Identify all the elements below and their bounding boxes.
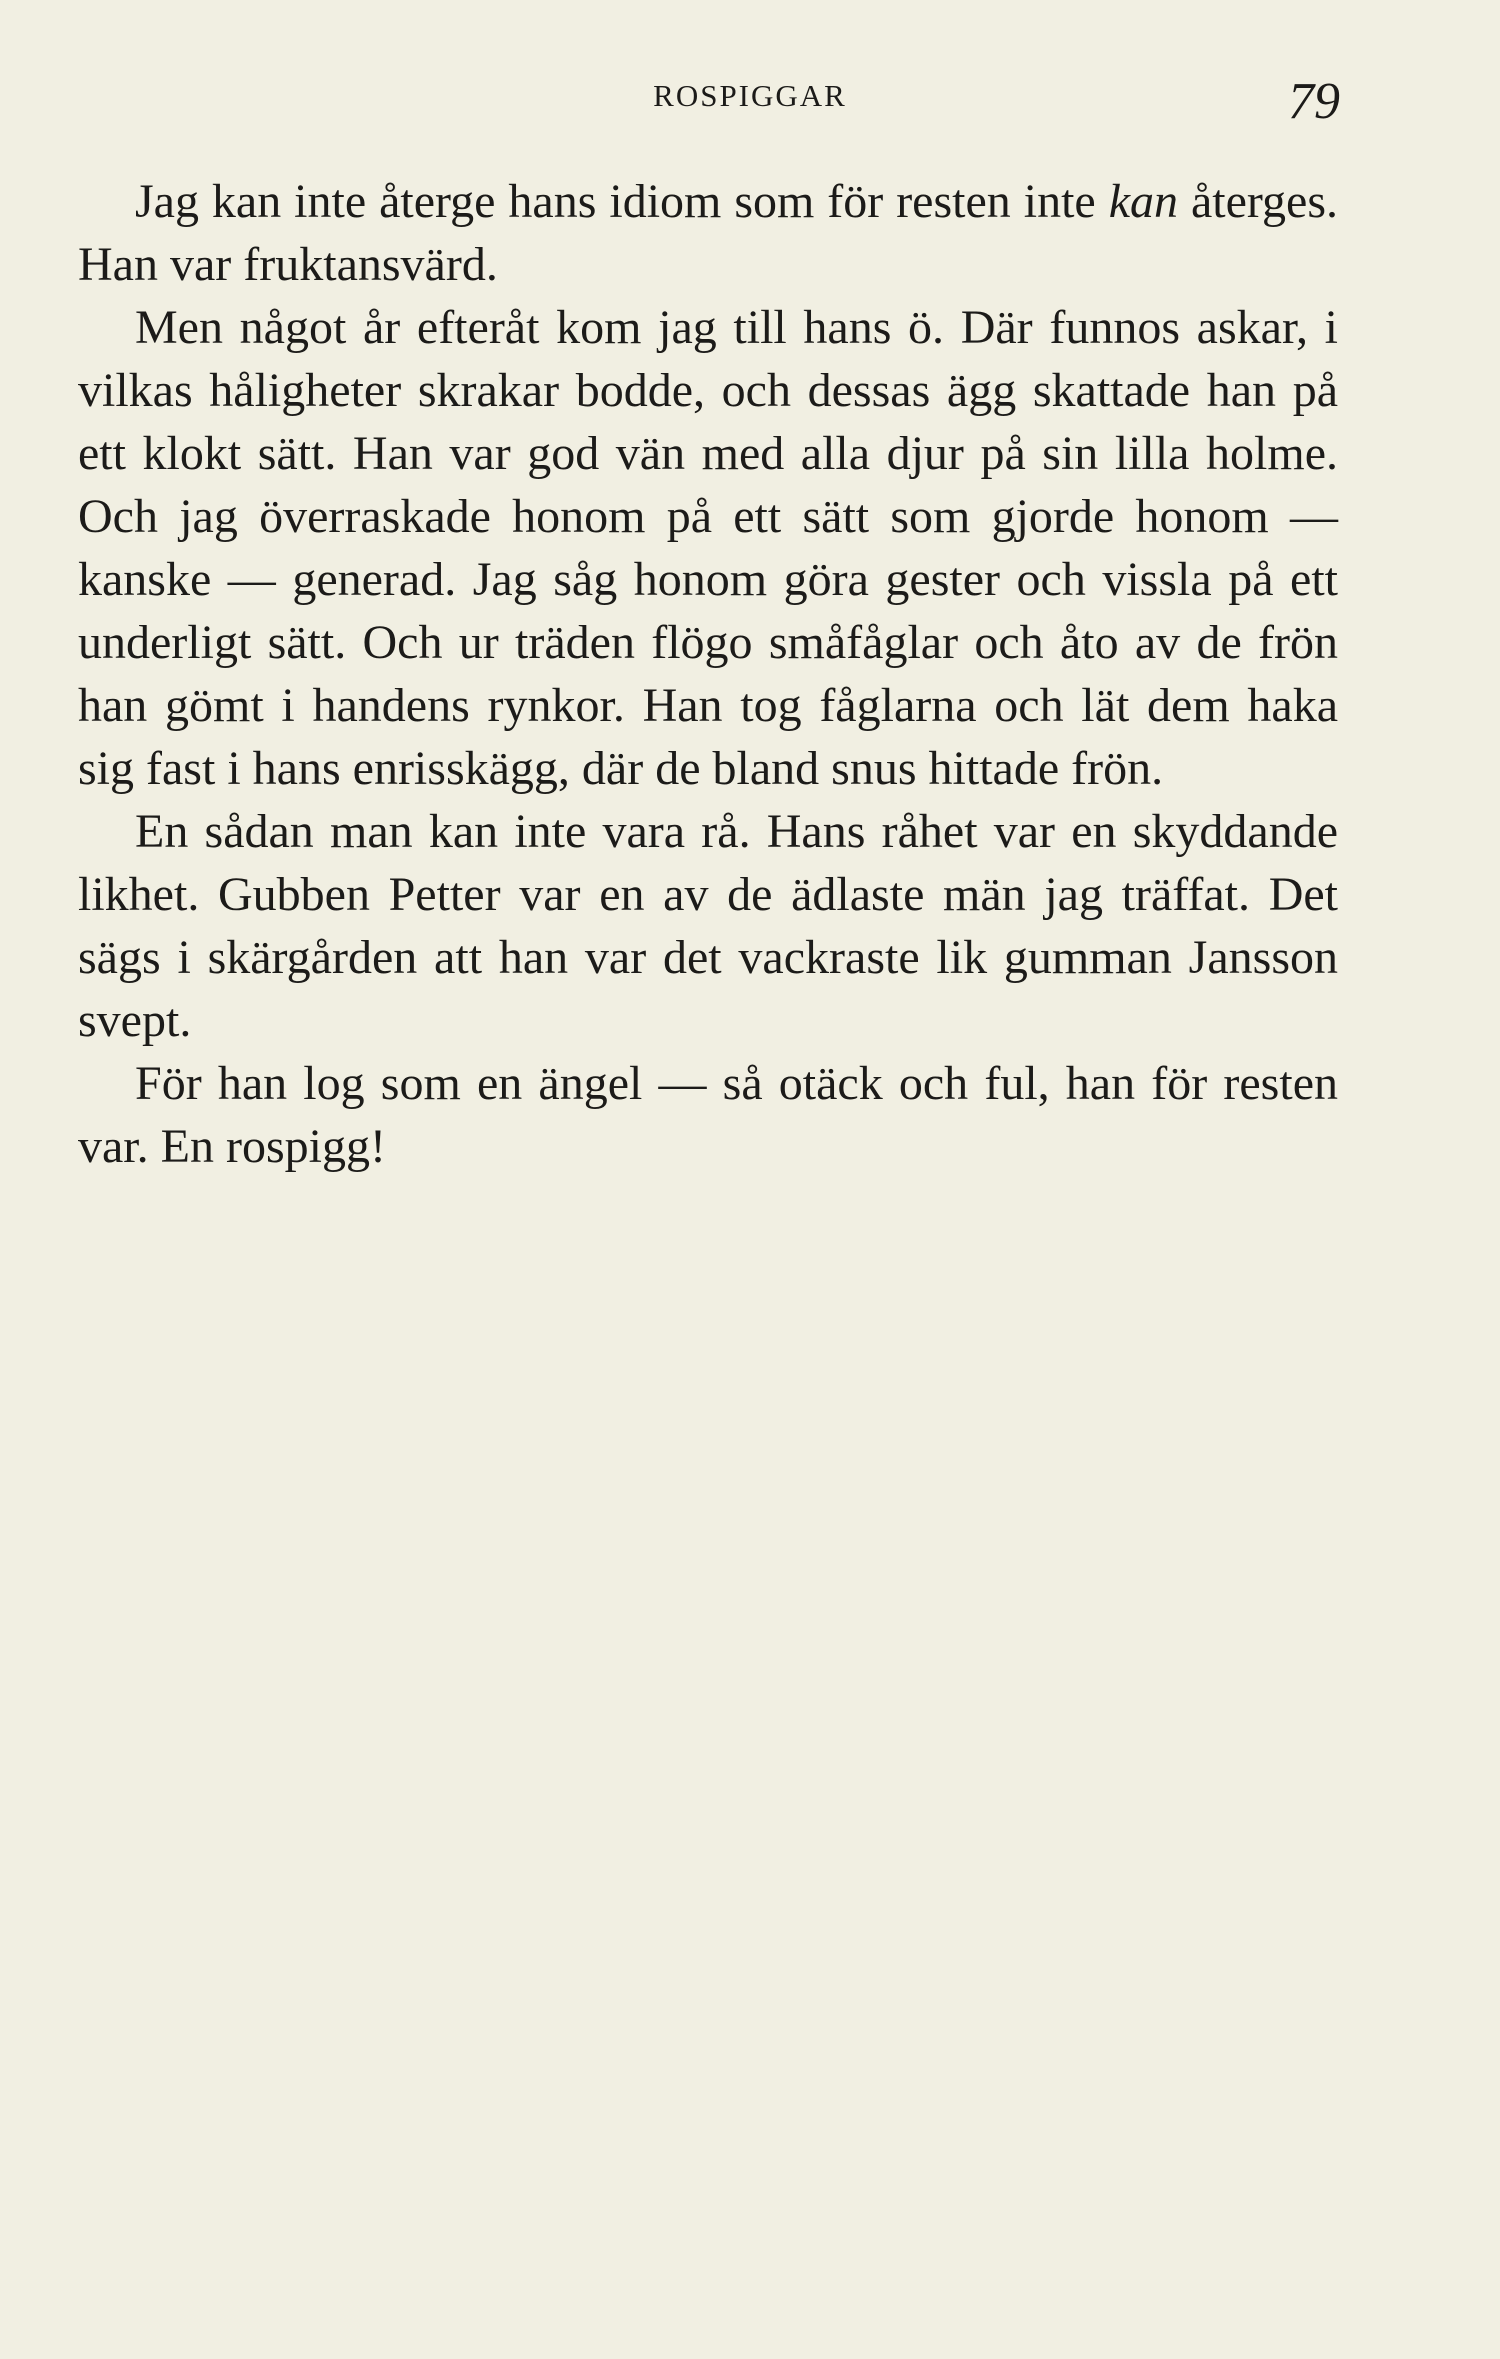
paragraph-1 [78, 170, 1338, 296]
paragraph-1-emphasis: kan [1108, 175, 1178, 228]
paragraph-1-text-start: Jag kan inte återge hans idiom som för resten inte [135, 175, 1109, 228]
running-title: ROSPIGGAR [653, 78, 847, 113]
body-text [78, 170, 1338, 1178]
paragraph-4: För han log som en ängel — så otäck och ful, han för resten var. En rospigg! [78, 1057, 1338, 1173]
paragraph-3: En sådan man kan inte vara rå. Hans råhet var en skyddande likhet. Gubben Petter var en av de ädlaste män jag träffat. Det sägs i skärgården att han var det vackraste lik gumman Jansson svept. [78, 805, 1338, 1047]
page-number: 79 [1288, 73, 1340, 130]
paragraph-1-text-end: återges. Han var fruktansvärd. [78, 175, 1338, 291]
paragraph-2: Men något år efteråt kom jag till hans ö. Där funnos askar, i vilkas håligheter skrakar bodde, och dessas ägg skattade han på ett klokt sätt. Han var god vän med alla djur på sin lilla holme. Och jag överraskade honom på ett sätt som gjorde honom — kanske — generad. Jag såg honom göra gester och vissla på ett underligt sätt. Och ur träden flögo småfåglar och åto av de frön han gömt i handens rynkor. Han tog fåglarna och lät dem haka sig fast i hans enrisskägg, där de bland snus hittade frön. [78, 301, 1338, 795]
